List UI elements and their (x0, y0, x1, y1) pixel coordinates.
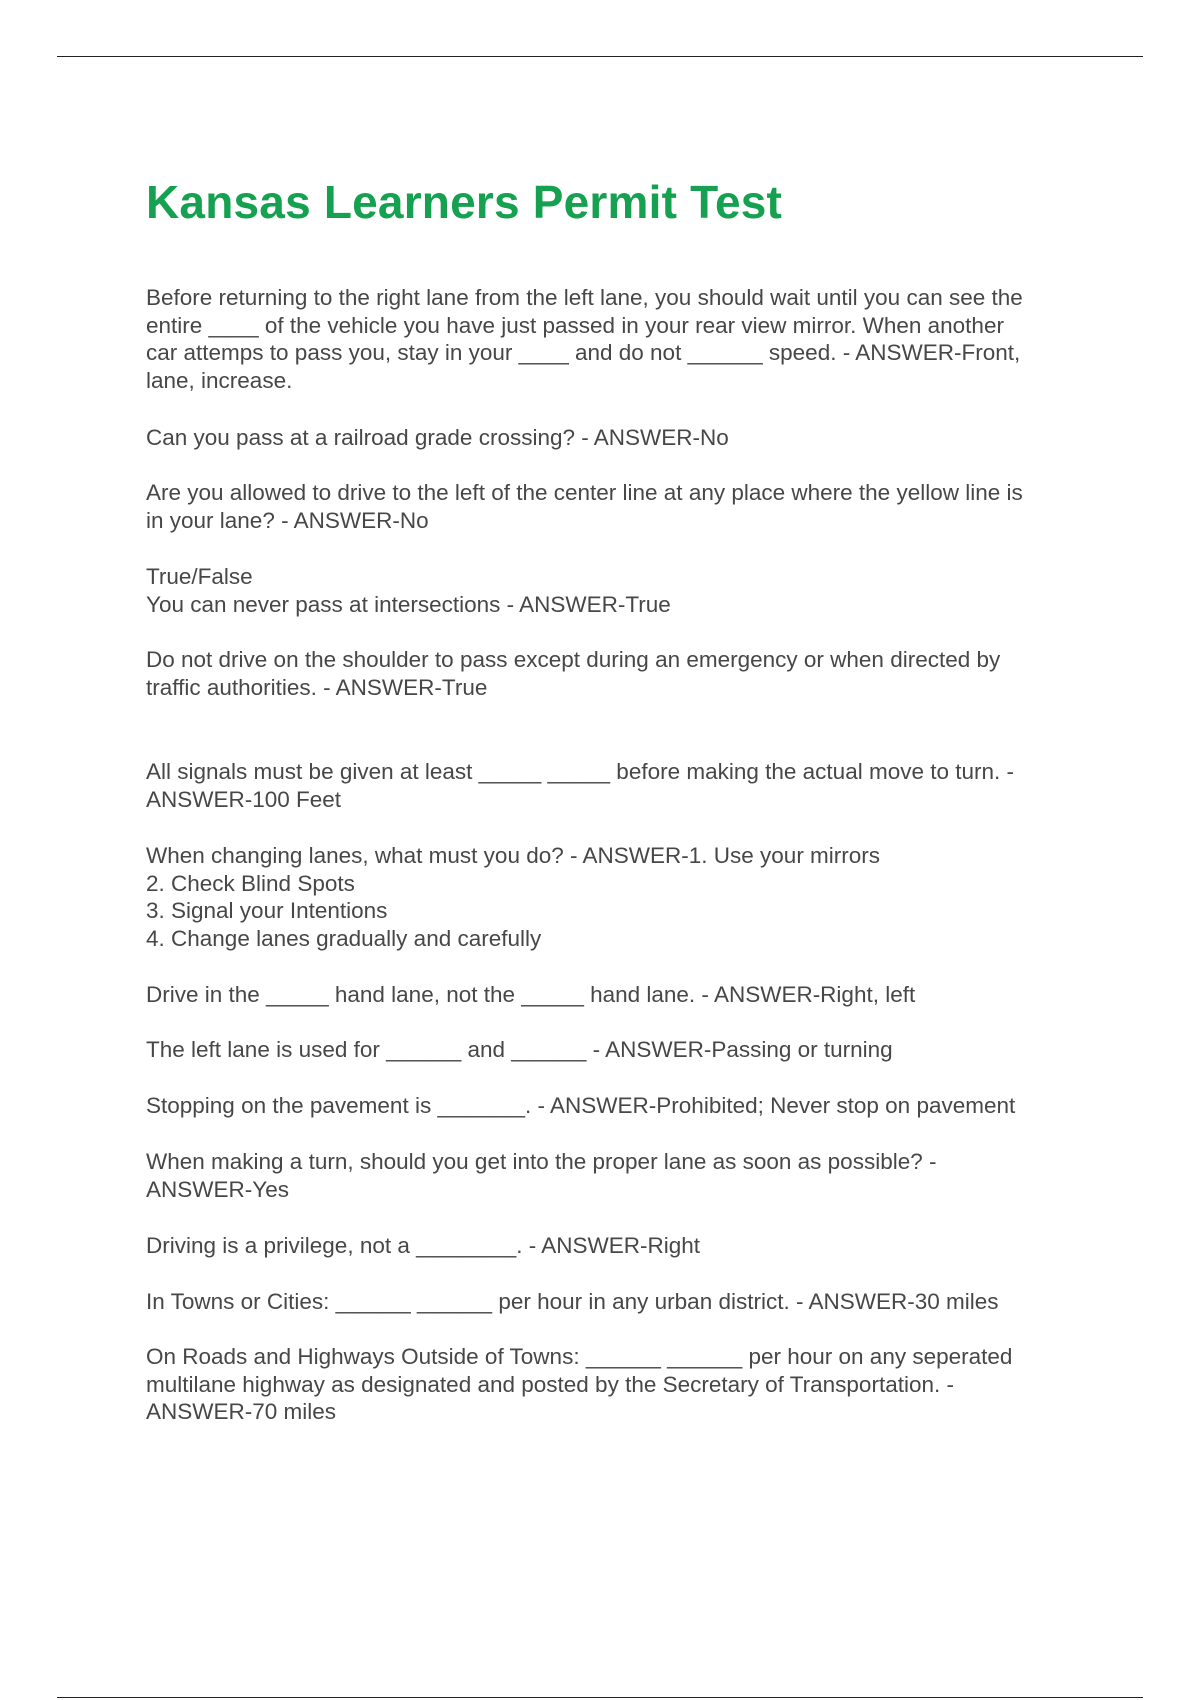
qa-item-11 (146, 1148, 1096, 1203)
qa-item-13 (146, 1288, 1096, 1316)
qa-line: You can never pass at intersections - ANSWER-True (146, 591, 671, 617)
qa-item-8 (146, 981, 1096, 1009)
qa-line: On Roads and Highways Outside of Towns: ______ ______ per hour on any seperated (146, 1344, 1013, 1369)
page-title: Kansas Learners Permit Test (146, 176, 783, 228)
qa-line: Before returning to the right lane from the left lane, you should wait until you can see the (146, 285, 1023, 310)
qa-line: True/False (146, 564, 253, 589)
qa-line: Can you pass at a railroad grade crossing? - ANSWER-No (146, 425, 729, 450)
qa-line: All signals must be given at least _____ _____ before making the actual move to turn. - (146, 759, 1015, 784)
qa-line: Stopping on the pavement is _______. - ANSWER-Prohibited; Never stop on pavement (146, 1093, 1016, 1118)
qa-item-14 (146, 1343, 1096, 1426)
qa-line: Drive in the _____ hand lane, not the _____ hand lane. - ANSWER-Right, left (146, 982, 916, 1007)
qa-line: 3. Signal your Intentions (146, 898, 388, 923)
qa-line: car attemps to pass you, stay in your ____ and do not ______ speed. - ANSWER-Front, (146, 340, 1021, 365)
qa-line: When changing lanes, what must you do? - ANSWER-1. Use your mirrors (146, 843, 881, 868)
qa-item-5 (146, 646, 1096, 701)
qa-line: The left lane is used for ______ and ______ - ANSWER-Passing or turning (146, 1037, 893, 1062)
qa-line: 2. Check Blind Spots (146, 870, 355, 896)
qa-line: When making a turn, should you get into the proper lane as soon as possible? - (146, 1149, 937, 1174)
qa-line: multilane highway as designated and posted by the Secretary of Transportation. - (146, 1371, 954, 1397)
qa-item-12 (146, 1232, 1096, 1260)
bottom-divider (57, 1697, 1143, 1698)
qa-item-3 (146, 479, 1096, 534)
qa-item-1 (146, 284, 1096, 394)
qa-line: entire ____ of the vehicle you have just passed in your rear view mirror. When another (146, 312, 1004, 338)
qa-item-9 (146, 1036, 1096, 1064)
qa-item-10 (146, 1092, 1096, 1120)
qa-item-4 (146, 563, 1096, 618)
qa-line: 4. Change lanes gradually and carefully (146, 925, 542, 951)
qa-line: ANSWER-100 Feet (146, 786, 342, 812)
qa-line: In Towns or Cities: ______ ______ per hour in any urban district. - ANSWER-30 miles (146, 1289, 999, 1314)
top-divider (57, 56, 1143, 57)
qa-item-6 (146, 758, 1096, 813)
qa-line: Do not drive on the shoulder to pass except during an emergency or when directed by (146, 647, 1001, 672)
qa-line: Are you allowed to drive to the left of the center line at any place where the yellow line is (146, 480, 1023, 505)
qa-item-2 (146, 424, 1096, 452)
qa-line: in your lane? - ANSWER-No (146, 507, 429, 533)
qa-line: ANSWER-Yes (146, 1176, 289, 1202)
qa-line: Driving is a privilege, not a ________. - ANSWER-Right (146, 1233, 701, 1258)
qa-line: ANSWER-70 miles (146, 1399, 337, 1424)
qa-line: lane, increase. (146, 367, 293, 393)
qa-item-7 (146, 842, 1096, 952)
qa-line: traffic authorities. - ANSWER-True (146, 674, 488, 700)
